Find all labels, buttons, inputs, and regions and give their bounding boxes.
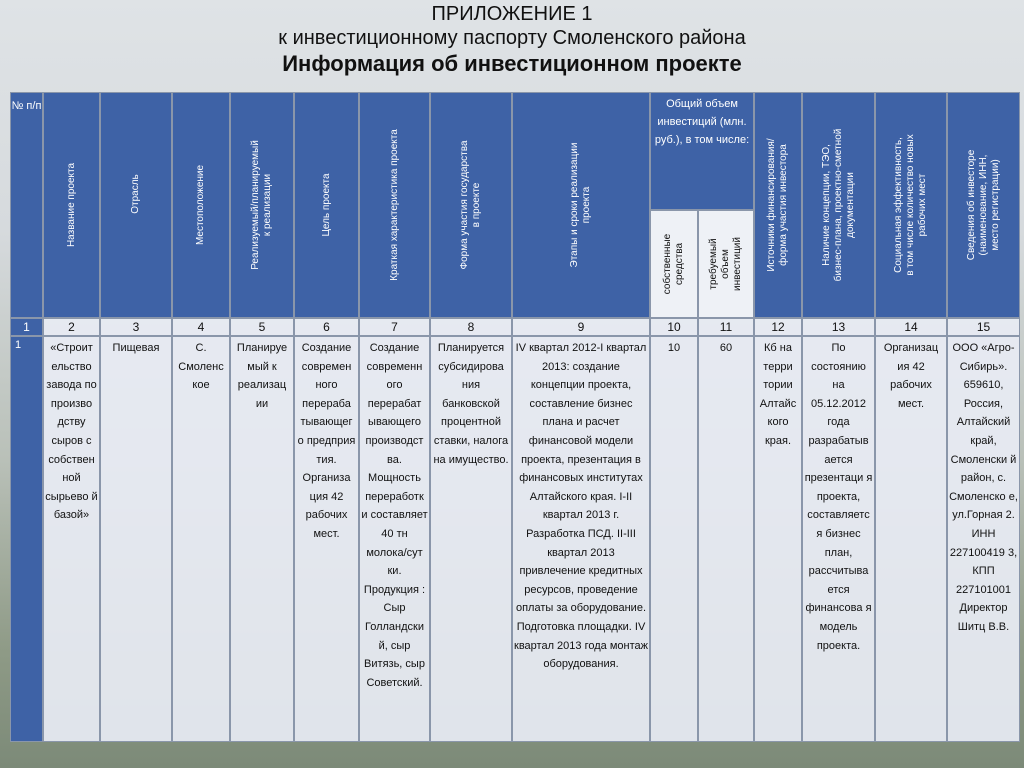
header-goal-label: Цель проекта — [320, 173, 332, 237]
header-sources-label: Источники финансирования/ форма участия инвестора — [766, 138, 789, 272]
header-brief-label: Краткая характеристика проекта — [388, 129, 400, 281]
header-investor — [947, 92, 1020, 318]
page-title: Информация об инвестиционном проекте — [282, 51, 742, 76]
colnum-7: 7 — [359, 318, 430, 336]
colnum-1: 1 — [10, 318, 43, 336]
header-concept — [802, 92, 875, 318]
header-state-form — [430, 92, 512, 318]
header-implemented — [230, 92, 294, 318]
colnum-4: 4 — [172, 318, 230, 336]
header-own-funds — [650, 210, 698, 318]
header-investor-label: Сведения об инвесторе (наименование, ИНН, место регистрации) — [965, 149, 1001, 261]
header-no-label: № п/п — [11, 100, 42, 112]
colnum-2: 2 — [43, 318, 100, 336]
cell-location: С. Смоленс кое — [172, 336, 230, 742]
colnum-14: 14 — [875, 318, 947, 336]
header-name-label: Название проекта — [65, 162, 77, 248]
header-stages-label: Этапы и сроки реализации проекта — [569, 142, 592, 268]
colnum-3: 3 — [100, 318, 172, 336]
colnum-13: 13 — [802, 318, 875, 336]
header-sources — [754, 92, 802, 318]
cell-sources: Кб на терри тории Алтайс кого края. — [754, 336, 802, 742]
colnum-15: 15 — [947, 318, 1020, 336]
header-required-investment — [698, 210, 754, 318]
colnum-12: 12 — [754, 318, 802, 336]
cell-stages: IV квартал 2012-I квартал 2013: создание концепции проекта, составление бизнес плана и расчет финансовой модели проекта, презентация в финансовых институтах Алтайского края. I-II квартал 2013 г. Разработка ПСД. II-III квартал 2013 привлечение кредитных ресурсов, проведение оплаты за оборудование. Подготовка площадки. IV квартал 2013 года монтаж оборудования. — [512, 336, 650, 742]
cell-investor: ООО «Агро- Сибирь». 659610, Россия, Алтайский край, Смоленски й район, с. Смоленско е, ул.Горная 2. ИНН 227100419 3, КПП 227101001 Директор Шитц В.В. — [947, 336, 1020, 742]
header-own-funds-label: собственные средства — [662, 233, 685, 295]
row-number-label: 1 — [15, 339, 22, 351]
colnum-9: 9 — [512, 318, 650, 336]
header-social-label: Социальная эффективность, в том числе количество новых рабочих мест — [893, 134, 928, 276]
cell-state-form: Планируется субсидирова ния банковской процентной ставки, налога на имущество. — [430, 336, 512, 742]
header-brief — [359, 92, 430, 318]
header-location-label: Местоположение — [195, 164, 206, 246]
appendix-title: ПРИЛОЖЕНИЕ 1 — [431, 3, 593, 25]
colnum-6: 6 — [294, 318, 359, 336]
header-stages — [512, 92, 650, 318]
header-total-investment-label: Общий объем инвестиций (млн. руб.), в том числе: — [654, 98, 750, 146]
header-concept-label: Наличие концепции, ТЭО, бизнес-плана, проектно-сметной документации — [820, 128, 856, 282]
header-no — [10, 92, 43, 318]
cell-industry: Пищевая — [100, 336, 172, 742]
cell-goal: Создание современ ного перераба тывающег о предприя тия. Организа ция 42 рабочих мест. — [294, 336, 359, 742]
colnum-5: 5 — [230, 318, 294, 336]
cell-own-funds: 10 — [650, 336, 698, 742]
header-industry — [100, 92, 172, 318]
cell-required-investment: 60 — [698, 336, 754, 742]
colnum-11: 11 — [698, 318, 754, 336]
appendix-subtitle: к инвестиционному паспорту Смоленского района — [278, 27, 746, 49]
header-social — [875, 92, 947, 318]
header-industry-label: Отрасль — [130, 174, 141, 214]
header-goal — [294, 92, 359, 318]
header-implemented-label: Реализуемый/планируемый к реализации — [250, 140, 273, 270]
cell-brief: Создание современн ого перерабат ывающего производст ва. Мощность переработк и составляет 40 тн молока/сут ки. Продукция : Сыр Голландски й, сыр Витязь, сыр Советский. — [359, 336, 430, 742]
cell-concept: По состоянию на 05.12.2012 года разрабатыв ается презентаци я проекта, составляетс я бизнес план, рассчитыва ется финансова я модель проекта. — [802, 336, 875, 742]
cell-project-name: «Строит ельство завода по произво дству сыров с собствен ной сырьево й базой» — [43, 336, 100, 742]
header-name — [43, 92, 100, 318]
header-required-investment-label: требуемый объем инвестиций — [708, 237, 743, 291]
colnum-8: 8 — [430, 318, 512, 336]
header-location — [172, 92, 230, 318]
cell-implemented: Планируе мый к реализац ии — [230, 336, 294, 742]
colnum-10: 10 — [650, 318, 698, 336]
header-state-form-label: Форма участия государства в проекте — [459, 140, 482, 270]
header-total-investment — [650, 92, 754, 210]
row-number — [10, 336, 43, 742]
cell-social: Организац ия 42 рабочих мест. — [875, 336, 947, 742]
